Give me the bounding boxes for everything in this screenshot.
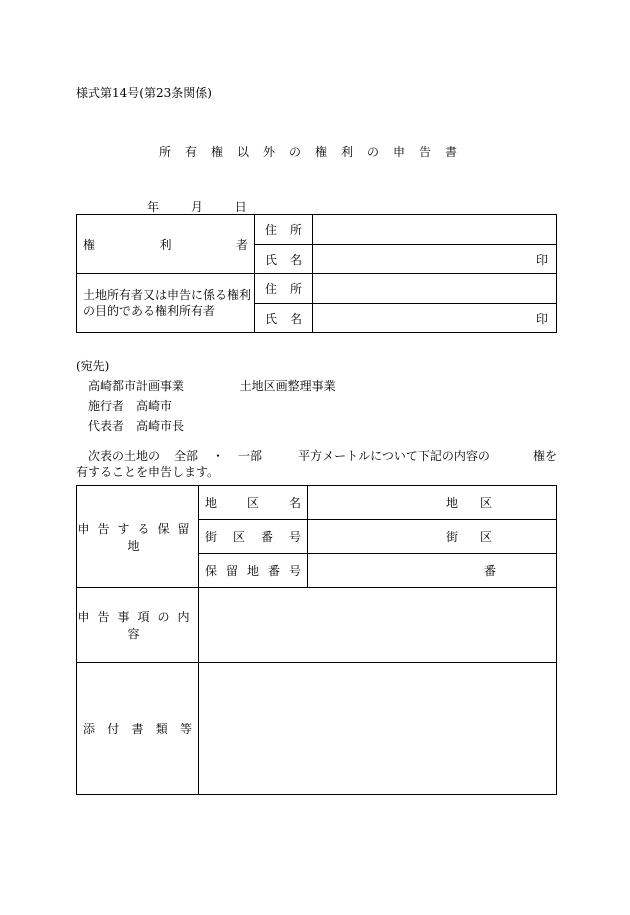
block-number-label: 街 区 番 号: [199, 520, 308, 554]
addressee-heading: (宛先): [76, 359, 110, 373]
city-planning-project: 高崎都市計画事業: [88, 379, 185, 393]
right-holder-label-cell: 権 利 者: [77, 215, 255, 274]
name-label-1: 氏 名: [255, 245, 313, 274]
owner-name-field[interactable]: [313, 304, 557, 333]
reserved-land-number-field[interactable]: 番: [308, 554, 557, 588]
owner-address-field[interactable]: [313, 274, 557, 304]
day-label: 日: [234, 200, 247, 214]
seal-mark: 印: [535, 311, 548, 326]
reserved-land-table: [76, 485, 557, 795]
reserved-land-number-label: 保 留 地 番 号: [199, 554, 308, 588]
attachments-field[interactable]: [199, 663, 557, 795]
declaration-statement: 次表の土地の 全部 ・ 一部 平方メートルについて下記の内容の 権を 有することを申告します。: [76, 449, 557, 479]
document-title: 所有権以外の権利の申告書: [158, 145, 471, 159]
declaration-content-field[interactable]: [199, 588, 557, 663]
owner-label-cell: 土地所有者又は申告に係る権利 の目的である権利所有者: [77, 274, 255, 333]
addressee-block: [76, 356, 336, 436]
seal-mark: 印: [535, 252, 548, 267]
right-holder-name-field[interactable]: [313, 245, 557, 274]
address-label-2: 住 所: [255, 274, 313, 304]
executor-line: 施行者 高崎市: [88, 399, 173, 413]
right-holder-address-field[interactable]: [313, 215, 557, 245]
reserved-land-label: 申告する保留地: [77, 486, 199, 588]
month-label: 月: [190, 200, 203, 214]
block-number-field[interactable]: 街区: [308, 520, 557, 554]
declaration-content-label: 申告事項の内容: [77, 588, 199, 663]
address-label-1: 住 所: [255, 215, 313, 245]
name-label-2: 氏 名: [255, 304, 313, 333]
applicant-table: [76, 214, 557, 333]
district-name-field[interactable]: 地区: [308, 486, 557, 520]
representative-line: 代表者 高崎市長: [88, 419, 185, 433]
district-name-label: 地 区 名: [199, 486, 308, 520]
attachments-label: 添 付 書 類 等: [77, 663, 199, 795]
land-readjustment-project: 土地区画整理事業: [239, 379, 336, 393]
year-label: 年: [147, 200, 160, 214]
form-number: 様式第14号(第23条関係): [76, 86, 212, 100]
date-line: [147, 198, 275, 215]
